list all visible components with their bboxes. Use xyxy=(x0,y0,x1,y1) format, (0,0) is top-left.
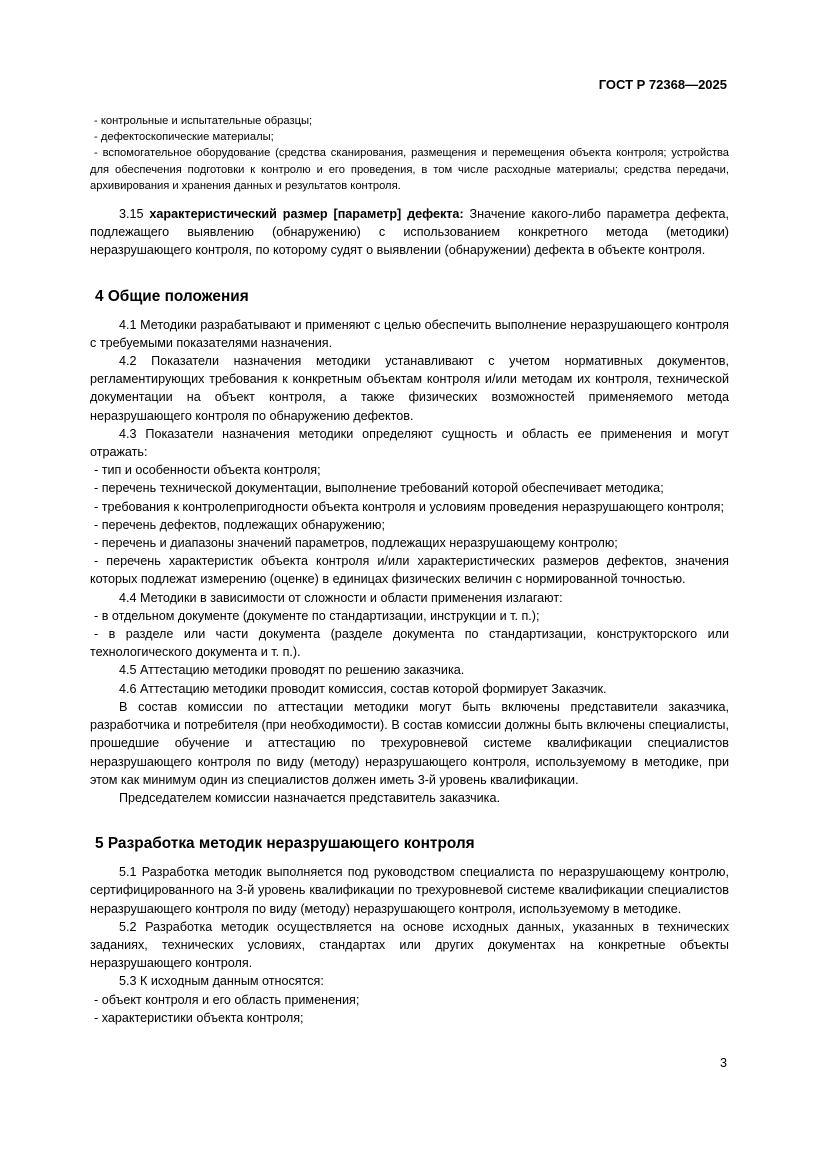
spacer xyxy=(90,307,729,316)
document-code: ГОСТ Р 72368—2025 xyxy=(598,77,727,92)
document-body xyxy=(90,113,729,1027)
para-4-1: 4.1 Методики разрабатывают и применяют с целью обеспечить выполнение неразрушающего контроля с требуемыми показателями назначения. xyxy=(90,317,729,350)
list-item: - перечень и диапазоны значений параметров, подлежащих неразрушающему контролю; xyxy=(94,536,618,551)
definition-term: характеристический размер [параметр] дефекта: xyxy=(149,207,464,222)
list-item: - перечень характеристик объекта контроля и/или характеристических размеров дефектов, значения которых подлежат измерению (оценке) в единицах физических величин с нормированной точностью. xyxy=(90,554,729,587)
list-item: - в отдельном документе (документе по стандартизации, инструкции и т. п.); xyxy=(94,608,540,623)
para-5-1: 5.1 Разработка методик выполняется под руководством специалиста по неразрушающему контролю, сертифицированного на 3-й уровень квалификации по трехуровневой системе квалификации специалистов неразрушающего контроля по виду (методу) неразрушающего контроля, используемому в методике. xyxy=(90,865,729,916)
list-item: - вспомогательное оборудование (средства сканирования, размещения и перемещения объекта контроля; устройства для обеспечения подготовки к контролю и его проведения, в том числе расходные материалы; средства передачи, архивирования и хранения данных и результатов контроля. xyxy=(90,147,729,192)
list-item: - контрольные и испытательные образцы; xyxy=(94,115,313,127)
para-5-2: 5.2 Разработка методик осуществляется на основе исходных данных, указанных в технических заданиях, технических условиях, стандартах или других документах на конкретные объекты неразрушающего контроля. xyxy=(90,919,729,971)
para-4-6: 4.6 Аттестацию методики проводит комиссия, состав которой формирует Заказчик. xyxy=(119,681,607,696)
definition-number: 3.15 xyxy=(119,207,144,222)
para-4-6-commission: В состав комиссии по аттестации методики могут быть включены представители заказчика, разработчика и потребителя (при необходимости). В состав комиссии должны быть включены специалисты, прошедшие обучение и аттестацию по трехуровневой системе квалификации специалистов неразрушающего контроля по виду (методу) неразрушающего контроля, используемому в методике, при этом как минимум один из специалистов должен иметь 3-й уровень квалификации. xyxy=(90,699,729,787)
para-4-2: 4.2 Показатели назначения методики устанавливают с учетом нормативных документов, регламентирующих требования к конкретным объектам контроля и/или методам их контроля, технической документации на объект контроля, а также физических возможностей применяемого метода неразрушающего контроля по обнаружению дефектов. xyxy=(90,354,729,423)
spacer xyxy=(90,807,729,834)
spacer xyxy=(90,260,729,287)
list-item: - характеристики объекта контроля; xyxy=(94,1010,304,1025)
para-4-5: 4.5 Аттестацию методики проводят по решению заказчика. xyxy=(119,663,465,678)
list-top xyxy=(90,113,729,194)
list-item: - в разделе или части документа (разделе документа по стандартизации, конструкторского или технологического документа и т. п.). xyxy=(90,627,729,660)
definition-3-15 xyxy=(90,205,729,260)
para-4-6-chairman: Председателем комиссии назначается представитель заказчика. xyxy=(119,790,500,805)
para-4-4: 4.4 Методики в зависимости от сложности и области применения излагают: xyxy=(119,590,563,605)
list-item: - дефектоскопические материалы; xyxy=(94,131,274,144)
list-item: - перечень технической документации, выполнение требований которой обеспечивает методика; xyxy=(94,481,664,496)
list-item: - требования к контролепригодности объекта контроля и условиям проведения неразрушающего контроля; xyxy=(94,499,724,514)
para-4-3: 4.3 Показатели назначения методики определяют сущность и область ее применения и могут отражать: xyxy=(90,426,729,460)
page-number: 3 xyxy=(719,1056,727,1070)
section-4-title: 4 Общие положения xyxy=(95,287,249,305)
spacer xyxy=(90,194,729,205)
list-item: - перечень дефектов, подлежащих обнаружению; xyxy=(94,517,385,532)
definition-text: Значение какого-либо параметра дефекта, подлежащего выявлению (обнаружению) с использованием конкретного метода (методики) неразрушающего контроля, по которому судят о выявлении (обнаружении) дефекта в объекте контроля. xyxy=(90,207,730,258)
spacer xyxy=(90,854,729,863)
para-5-3: 5.3 К исходным данным относятся: xyxy=(119,974,324,989)
section-5-title: 5 Разработка методик неразрушающего контроля xyxy=(95,835,475,853)
list-item: - объект контроля и его область применения; xyxy=(94,992,360,1007)
list-item: - тип и особенности объекта контроля; xyxy=(94,463,321,478)
